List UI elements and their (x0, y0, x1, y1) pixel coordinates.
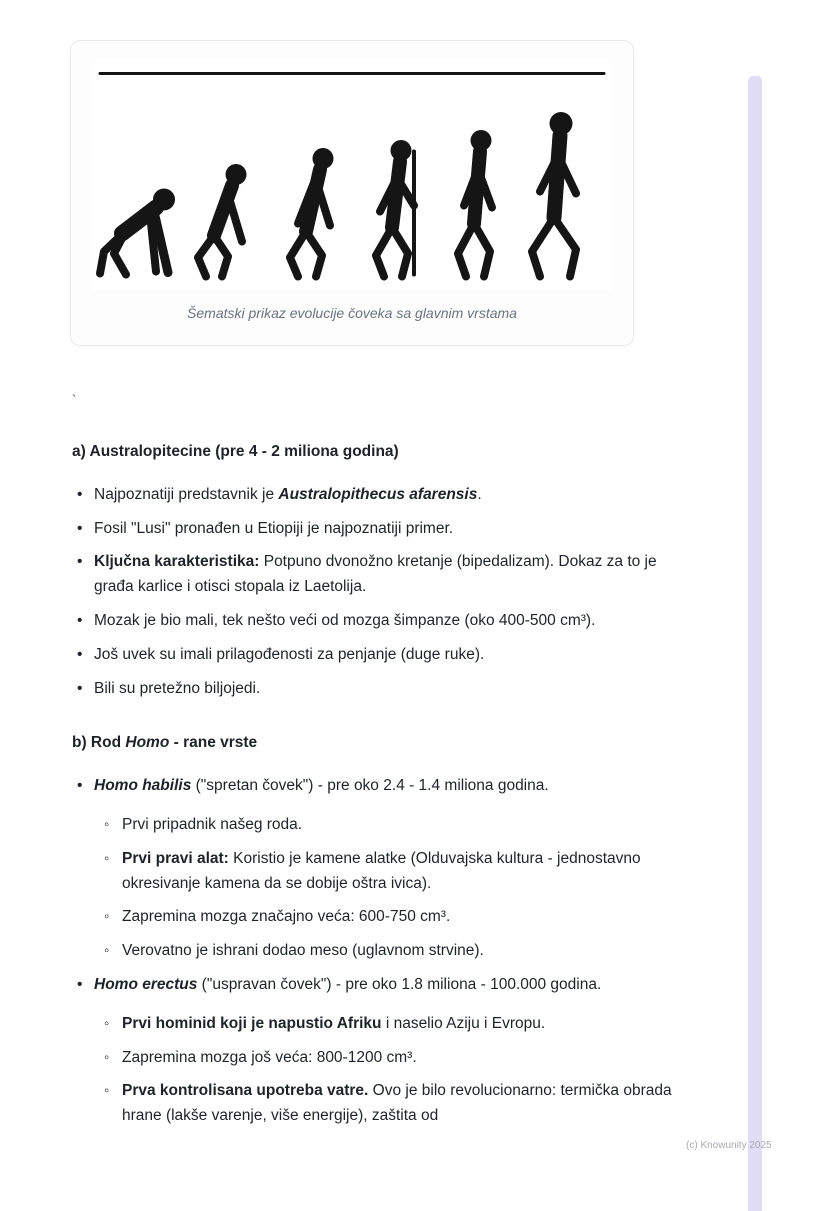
sub-list-item-text: ◦ Prvi pripadnik našeg roda. (122, 815, 303, 833)
sub-list-item (122, 905, 684, 930)
homo-erectus-silhouette (458, 130, 492, 277)
list-item-text: • Ključna karakteristika: Potpuno dvonožno kretanje (bipedalizam). Dokaz za to je građa karlice i otisci stopala iz Laetolija. (94, 553, 657, 596)
list-item (94, 774, 684, 964)
list-item (94, 643, 684, 668)
human-evolution-silhouettes-icon (92, 66, 612, 284)
section-heading-b: b) Rod Homo - rane vrste (72, 734, 258, 752)
ape-silhouette (100, 189, 175, 275)
figure-caption: Šematski prikaz evolucije čoveka sa glavnim vrstama (187, 305, 517, 321)
document-page (0, 40, 828, 1211)
sublist-homo-habilis (94, 813, 684, 964)
stray-backtick: ` (72, 392, 77, 407)
sub-list-item (122, 939, 684, 964)
early-hominid-silhouette (198, 164, 247, 277)
list-item-text: • Bili su pretežno biljojedi. (94, 679, 261, 697)
list-item (94, 517, 684, 542)
evolution-image (91, 59, 613, 291)
list-item-text: • Fosil "Lusi" pronađen u Etiopiji je najpoznatiji primer. (94, 519, 454, 537)
list-item-text: • Homo habilis ("spretan čovek") - pre oko 2.4 - 1.4 miliona godina. (94, 777, 549, 795)
list-item (94, 973, 684, 1129)
section-heading-a: a) Australopitecine (pre 4 - 2 miliona godina) (72, 443, 399, 460)
sublist-homo-erectus (94, 1012, 684, 1129)
scrollbar-track[interactable] (748, 76, 762, 1211)
list-item (94, 677, 684, 702)
sub-list-item-text: ◦ Zapremina mozga značajno veća: 600-750 cm³. (122, 908, 451, 926)
list-item-text: • Najpoznatiji predstavnik je Australopithecus afarensis. (94, 485, 482, 503)
list-item-text: • Homo erectus ("uspravan čovek") - pre oko 1.8 miliona - 100.000 godina. (94, 975, 602, 993)
list-item-text: • Još uvek su imali prilagođenosti za penjanje (duge ruke). (94, 645, 485, 663)
sub-list-item (122, 1046, 684, 1071)
sub-list-item-text: ◦ Prva kontrolisana upotreba vatre. Ovo je bilo revolucionarno: termička obrada hrane (lakše varenje, više energije), zaštita od (122, 1082, 672, 1125)
evolution-figure-card (70, 40, 634, 346)
modern-human-silhouette (532, 112, 576, 277)
homo-habilis-silhouette (376, 140, 414, 277)
section-a-list (72, 483, 684, 702)
sub-list-item-text: ◦ Prvi hominid koji je napustio Afriku i naselio Aziju i Evropu. (122, 1014, 546, 1032)
document-body (72, 440, 684, 1129)
sub-list-item-text: ◦ Prvi pravi alat: Koristio je kamene alatke (Olduvajska kultura - jednostavno okresivanje kamena da se dobije oštra ivica). (122, 849, 641, 892)
copyright-text: (c) Knowunity 2025 (686, 1140, 772, 1151)
sub-list-item-text: ◦ Zapremina mozga još veća: 800-1200 cm³. (122, 1048, 417, 1066)
list-item (94, 609, 684, 634)
list-item-text: • Mozak je bio mali, tek nešto veći od mozga šimpanze (oko 400-500 cm³). (94, 611, 596, 629)
sub-list-item-text: ◦ Verovatno je ishrani dodao meso (uglavnom strvine). (122, 942, 484, 960)
sub-list-item (122, 847, 684, 897)
list-item (94, 483, 684, 508)
list-item (94, 550, 684, 600)
section-b-list (72, 774, 684, 1129)
sub-list-item (122, 1079, 684, 1129)
australopithecus-silhouette (290, 148, 334, 277)
sub-list-item (122, 1012, 684, 1037)
sub-list-item (122, 813, 684, 838)
